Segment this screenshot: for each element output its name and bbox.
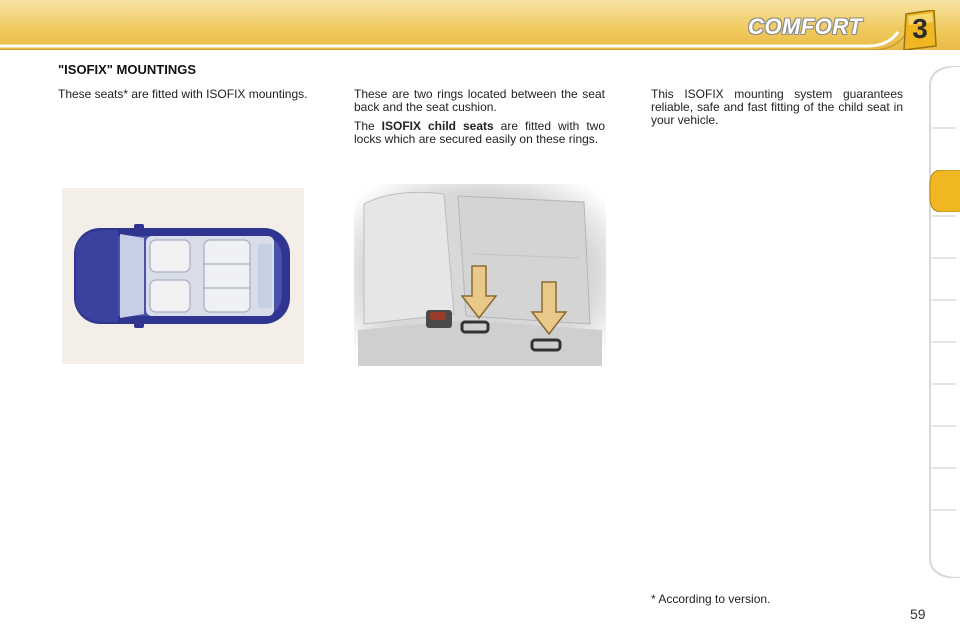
- column-1: [58, 88, 308, 107]
- col2-paragraph-2: [354, 120, 605, 146]
- car-top-view-icon: [62, 188, 304, 364]
- col2-p2-prefix: The: [354, 119, 382, 133]
- column-3: [651, 88, 903, 133]
- section-title: "ISOFIX" MOUNTINGS: [58, 62, 196, 77]
- chapter-number: 3: [912, 13, 928, 44]
- col2-p2-suffix: are fitted with two locks which are secured easily on these rings.: [354, 119, 606, 146]
- side-tab-strip: [926, 66, 960, 578]
- footnote: * According to version.: [651, 592, 771, 606]
- page-number: 59: [910, 606, 926, 622]
- col3-paragraph: This ISOFIX mounting system guarantees reliable, safe and fast fitting of the child seat in your vehicle.: [651, 87, 903, 127]
- chapter-badge: [902, 10, 938, 50]
- col2-paragraph-1: These are two rings located between the seat back and the seat cushion.: [354, 87, 605, 114]
- col1-paragraph: These seats* are fitted with ISOFIX mountings.: [58, 87, 308, 101]
- column-2: [354, 88, 605, 152]
- chapter-title: COMFORT: [748, 14, 863, 39]
- col2-p2-bold: ISOFIX child seats: [381, 119, 494, 133]
- seat-isofix-rings-icon: [354, 184, 606, 366]
- side-tab-active[interactable]: [928, 170, 960, 212]
